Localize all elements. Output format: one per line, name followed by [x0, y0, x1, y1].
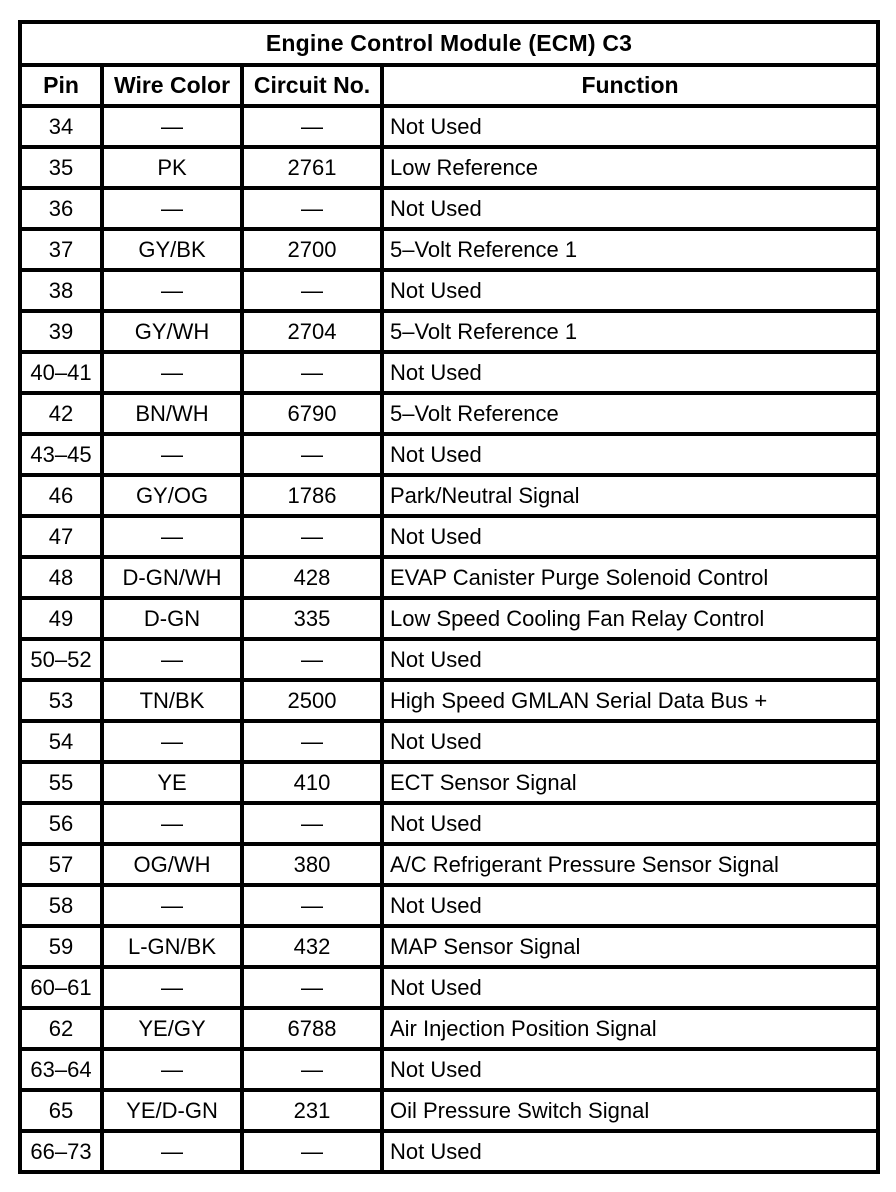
cell-wire-color: BN/WH [102, 393, 242, 434]
cell-pin: 39 [20, 311, 102, 352]
table-row [20, 1008, 878, 1049]
cell-function: Not Used [382, 1131, 878, 1172]
cell-circuit-no: 2500 [242, 680, 382, 721]
cell-pin: 62 [20, 1008, 102, 1049]
cell-function: High Speed GMLAN Serial Data Bus + [382, 680, 878, 721]
cell-wire-color: — [102, 1131, 242, 1172]
cell-wire-color: — [102, 967, 242, 1008]
cell-function: Not Used [382, 352, 878, 393]
cell-circuit-no: — [242, 967, 382, 1008]
table-row [20, 434, 878, 475]
cell-wire-color: — [102, 270, 242, 311]
cell-function: Not Used [382, 270, 878, 311]
cell-pin: 57 [20, 844, 102, 885]
cell-wire-color: — [102, 1049, 242, 1090]
cell-function: Not Used [382, 106, 878, 147]
table-row [20, 147, 878, 188]
table-row [20, 1090, 878, 1131]
cell-circuit-no: 6788 [242, 1008, 382, 1049]
cell-wire-color: D-GN [102, 598, 242, 639]
cell-function: Not Used [382, 967, 878, 1008]
cell-function: Not Used [382, 434, 878, 475]
cell-circuit-no: — [242, 270, 382, 311]
cell-function: Park/Neutral Signal [382, 475, 878, 516]
cell-function: Not Used [382, 721, 878, 762]
header-row [20, 65, 878, 106]
table-row [20, 680, 878, 721]
cell-function: EVAP Canister Purge Solenoid Control [382, 557, 878, 598]
pin-table-body [20, 106, 878, 1172]
column-header-wire-color: Wire Color [102, 65, 242, 106]
cell-circuit-no: 6790 [242, 393, 382, 434]
cell-wire-color: TN/BK [102, 680, 242, 721]
table-row [20, 393, 878, 434]
cell-function: MAP Sensor Signal [382, 926, 878, 967]
table-row [20, 598, 878, 639]
cell-function: Not Used [382, 885, 878, 926]
cell-pin: 54 [20, 721, 102, 762]
column-header-pin: Pin [20, 65, 102, 106]
cell-function: Not Used [382, 188, 878, 229]
cell-circuit-no: 428 [242, 557, 382, 598]
cell-circuit-no: — [242, 516, 382, 557]
cell-pin: 53 [20, 680, 102, 721]
cell-pin: 55 [20, 762, 102, 803]
cell-circuit-no: 410 [242, 762, 382, 803]
cell-pin: 40–41 [20, 352, 102, 393]
table-row [20, 967, 878, 1008]
cell-pin: 42 [20, 393, 102, 434]
table-row [20, 885, 878, 926]
cell-circuit-no: — [242, 352, 382, 393]
cell-pin: 66–73 [20, 1131, 102, 1172]
cell-pin: 36 [20, 188, 102, 229]
table-row [20, 844, 878, 885]
cell-pin: 56 [20, 803, 102, 844]
cell-pin: 58 [20, 885, 102, 926]
table-row [20, 516, 878, 557]
cell-function: 5–Volt Reference 1 [382, 311, 878, 352]
table-row [20, 1049, 878, 1090]
table-title: Engine Control Module (ECM) C3 [20, 22, 878, 65]
cell-wire-color: — [102, 721, 242, 762]
cell-circuit-no: 1786 [242, 475, 382, 516]
cell-function: Low Speed Cooling Fan Relay Control [382, 598, 878, 639]
cell-wire-color: OG/WH [102, 844, 242, 885]
cell-pin: 47 [20, 516, 102, 557]
cell-wire-color: L-GN/BK [102, 926, 242, 967]
table-row [20, 352, 878, 393]
cell-circuit-no: — [242, 803, 382, 844]
cell-pin: 43–45 [20, 434, 102, 475]
cell-wire-color: YE [102, 762, 242, 803]
table-row [20, 639, 878, 680]
cell-function: Not Used [382, 639, 878, 680]
cell-circuit-no: — [242, 106, 382, 147]
cell-pin: 48 [20, 557, 102, 598]
cell-function: 5–Volt Reference 1 [382, 229, 878, 270]
cell-function: 5–Volt Reference [382, 393, 878, 434]
cell-function: Not Used [382, 516, 878, 557]
cell-circuit-no: 2704 [242, 311, 382, 352]
cell-circuit-no: — [242, 188, 382, 229]
cell-circuit-no: — [242, 885, 382, 926]
table-row [20, 229, 878, 270]
cell-function: Not Used [382, 803, 878, 844]
cell-wire-color: — [102, 516, 242, 557]
title-row [20, 22, 878, 65]
cell-pin: 65 [20, 1090, 102, 1131]
cell-wire-color: PK [102, 147, 242, 188]
cell-circuit-no: 432 [242, 926, 382, 967]
cell-wire-color: GY/OG [102, 475, 242, 516]
cell-circuit-no: 2761 [242, 147, 382, 188]
cell-circuit-no: 2700 [242, 229, 382, 270]
cell-circuit-no: 380 [242, 844, 382, 885]
cell-circuit-no: 335 [242, 598, 382, 639]
table-row [20, 721, 878, 762]
cell-function: Oil Pressure Switch Signal [382, 1090, 878, 1131]
cell-pin: 50–52 [20, 639, 102, 680]
cell-wire-color: GY/BK [102, 229, 242, 270]
cell-circuit-no: 231 [242, 1090, 382, 1131]
cell-pin: 34 [20, 106, 102, 147]
table-row [20, 475, 878, 516]
cell-wire-color: GY/WH [102, 311, 242, 352]
cell-wire-color: — [102, 434, 242, 475]
cell-wire-color: — [102, 352, 242, 393]
table-row [20, 803, 878, 844]
cell-wire-color: YE/D-GN [102, 1090, 242, 1131]
cell-wire-color: D-GN/WH [102, 557, 242, 598]
cell-pin: 63–64 [20, 1049, 102, 1090]
cell-pin: 49 [20, 598, 102, 639]
cell-function: ECT Sensor Signal [382, 762, 878, 803]
cell-wire-color: — [102, 188, 242, 229]
table-row [20, 762, 878, 803]
cell-wire-color: — [102, 803, 242, 844]
cell-function: Not Used [382, 1049, 878, 1090]
cell-function: A/C Refrigerant Pressure Sensor Signal [382, 844, 878, 885]
cell-circuit-no: — [242, 1049, 382, 1090]
cell-circuit-no: — [242, 1131, 382, 1172]
cell-pin: 59 [20, 926, 102, 967]
cell-pin: 46 [20, 475, 102, 516]
cell-pin: 37 [20, 229, 102, 270]
table-row [20, 926, 878, 967]
cell-function: Air Injection Position Signal [382, 1008, 878, 1049]
table-row [20, 311, 878, 352]
column-header-function: Function [382, 65, 878, 106]
cell-function: Low Reference [382, 147, 878, 188]
cell-circuit-no: — [242, 434, 382, 475]
table-row [20, 1131, 878, 1172]
table-row [20, 106, 878, 147]
cell-wire-color: — [102, 885, 242, 926]
cell-pin: 60–61 [20, 967, 102, 1008]
cell-pin: 38 [20, 270, 102, 311]
cell-wire-color: — [102, 106, 242, 147]
table-row [20, 188, 878, 229]
table-row [20, 557, 878, 598]
cell-wire-color: YE/GY [102, 1008, 242, 1049]
table-row [20, 270, 878, 311]
column-header-circuit-no: Circuit No. [242, 65, 382, 106]
cell-circuit-no: — [242, 639, 382, 680]
ecm-c3-pinout-table [18, 20, 880, 1174]
cell-wire-color: — [102, 639, 242, 680]
cell-pin: 35 [20, 147, 102, 188]
cell-circuit-no: — [242, 721, 382, 762]
